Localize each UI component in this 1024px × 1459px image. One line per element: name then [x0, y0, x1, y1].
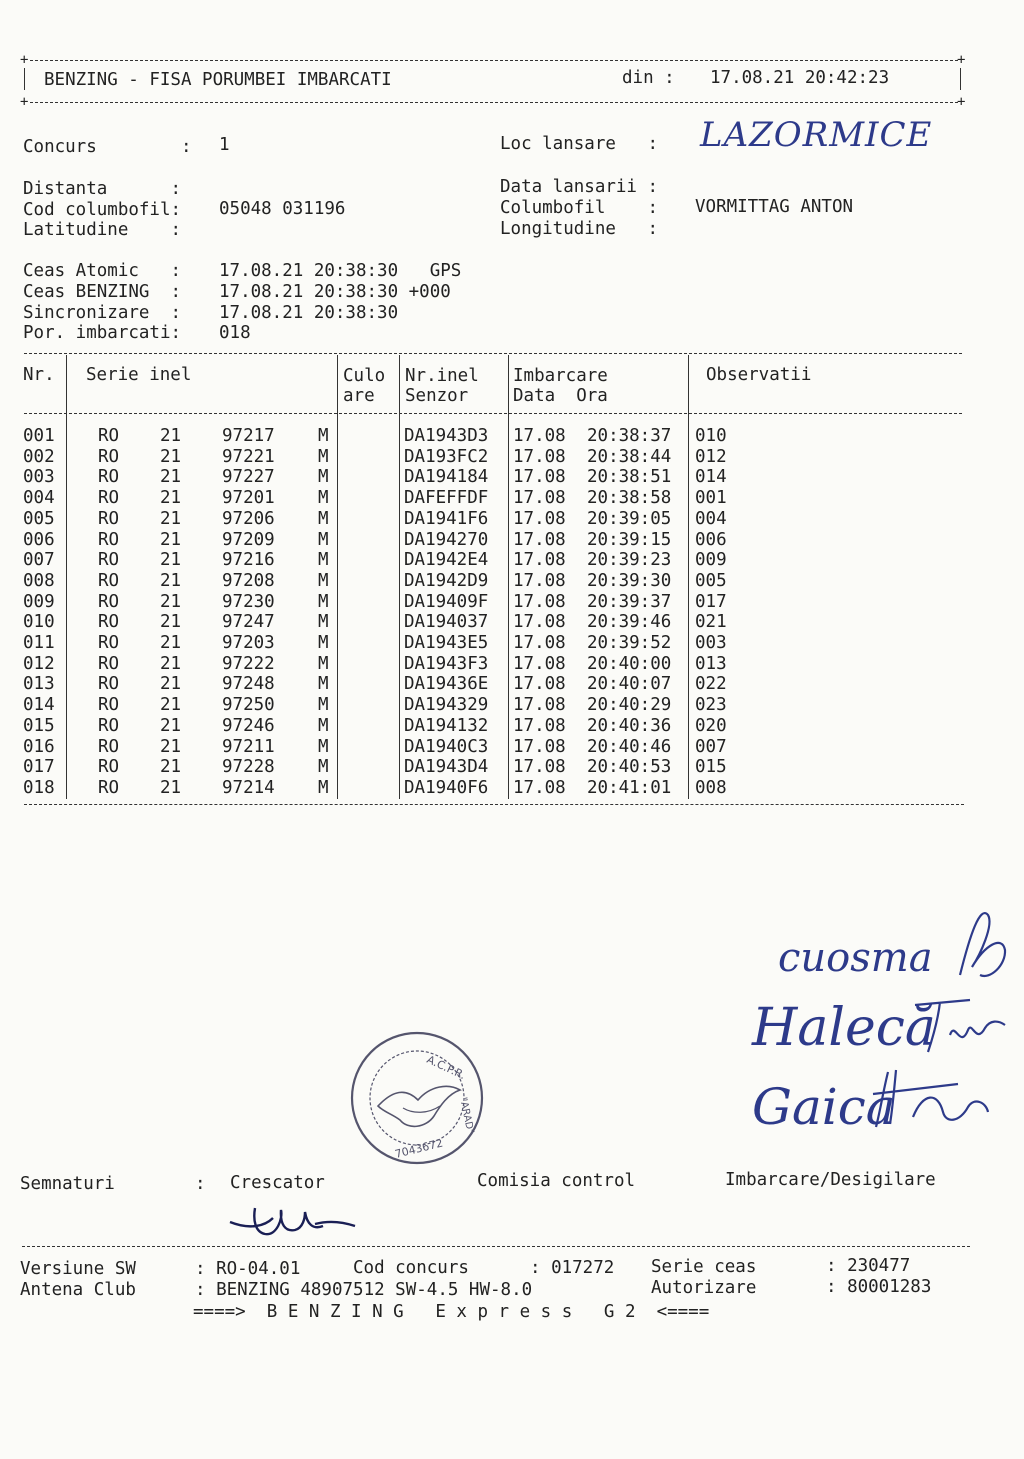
- svg-text:"ARAD": "ARAD": [457, 1096, 476, 1135]
- row-time: 20:38:51: [587, 467, 672, 488]
- row-country: RO: [98, 570, 120, 591]
- row-time: 20:38:44: [587, 446, 672, 467]
- ceas-benzing-value: 17.08.21 20:38:30 +000: [219, 282, 451, 302]
- row-year: 21: [160, 695, 182, 716]
- row-date: 17.08: [513, 777, 566, 798]
- row-sensor: DA1940C3: [404, 736, 489, 757]
- row-observation: 017: [695, 591, 727, 612]
- row-ring-number: 97247: [222, 612, 275, 633]
- col-header-nr: Nr.: [23, 365, 55, 385]
- row-ring-number: 97250: [222, 695, 275, 716]
- row-nr: 016: [23, 736, 55, 757]
- table-row: [0, 715, 1000, 738]
- row-country: RO: [98, 757, 120, 778]
- table-row: [0, 697, 1000, 717]
- cod-columbofil-label: Cod columbofil:: [23, 200, 182, 220]
- signature-scribble: [950, 905, 1010, 985]
- row-country: RO: [98, 736, 120, 757]
- row-country: RO: [98, 426, 120, 446]
- row-year: 21: [160, 633, 182, 653]
- row-nr: 013: [23, 674, 55, 695]
- ceas-atomic-label: Ceas Atomic :: [23, 261, 182, 281]
- row-sex: M: [318, 467, 329, 488]
- row-nr: 002: [23, 446, 55, 467]
- row-year: 21: [160, 736, 182, 757]
- loc-lansare-handwritten: LAZORMICE: [700, 115, 933, 155]
- signature-crescator-label: Crescator: [230, 1173, 325, 1193]
- row-date: 17.08: [513, 612, 566, 633]
- row-sex: M: [318, 426, 329, 446]
- row-year: 21: [160, 550, 182, 571]
- footer-rule: [22, 1246, 970, 1247]
- row-date: 17.08: [513, 757, 566, 778]
- signature-scribble: [910, 990, 1010, 1060]
- cod-concurs-label: Cod concurs: [353, 1258, 469, 1278]
- autorizare-value: : 80001283: [826, 1277, 932, 1297]
- row-year: 21: [160, 777, 182, 798]
- row-observation: 015: [695, 757, 727, 778]
- cod-concurs-value: : 017272: [530, 1258, 615, 1278]
- row-year: 21: [160, 757, 182, 778]
- row-observation: 009: [695, 550, 727, 571]
- row-time: 20:40:36: [587, 715, 672, 736]
- row-ring-number: 97230: [222, 591, 275, 612]
- row-nr: 006: [23, 529, 55, 550]
- por-imbarcati-label: Por. imbarcati:: [23, 323, 182, 343]
- row-date: 17.08: [513, 529, 566, 550]
- col-header-senzor: Senzor: [405, 386, 469, 406]
- handwritten-note-line-3: Gaica: [752, 1078, 896, 1136]
- row-ring-number: 97221: [222, 446, 275, 467]
- row-sensor: DA19436E: [404, 674, 489, 695]
- row-observation: 010: [695, 426, 727, 446]
- row-sensor: DA1943D3: [404, 426, 489, 446]
- distanta-label: Distanta :: [23, 179, 182, 199]
- row-sensor: DA193FC2: [404, 446, 489, 467]
- row-observation: 008: [695, 777, 727, 798]
- row-year: 21: [160, 612, 182, 633]
- row-sex: M: [318, 653, 329, 674]
- row-ring-number: 97222: [222, 653, 275, 674]
- row-nr: 012: [23, 653, 55, 674]
- row-nr: 009: [23, 591, 55, 612]
- row-sensor: DA1941F6: [404, 508, 489, 529]
- row-time: 20:40:00: [587, 653, 672, 674]
- ceas-atomic-value: 17.08.21 20:38:30 GPS: [219, 261, 462, 281]
- row-time: 20:40:53: [587, 757, 672, 778]
- row-nr: 017: [23, 757, 55, 778]
- table-header-rule: [24, 413, 962, 414]
- row-sensor: DA194184: [404, 467, 489, 488]
- columbofil-label: Columbofil :: [500, 198, 659, 218]
- row-nr: 015: [23, 715, 55, 736]
- row-sex: M: [318, 591, 329, 612]
- table-row: [0, 428, 1000, 448]
- row-year: 21: [160, 715, 182, 736]
- row-sex: M: [318, 777, 329, 798]
- row-ring-number: 97248: [222, 674, 275, 695]
- row-year: 21: [160, 653, 182, 674]
- col-header-culoare: Culo: [343, 366, 386, 386]
- row-year: 21: [160, 508, 182, 529]
- row-ring-number: 97246: [222, 715, 275, 736]
- col-header-data-ora: Data Ora: [513, 386, 608, 406]
- row-year: 21: [160, 591, 182, 612]
- sincronizare-value: 17.08.21 20:38:30: [219, 303, 399, 323]
- table-bottom-rule: [24, 804, 964, 805]
- row-time: 20:39:05: [587, 508, 672, 529]
- row-country: RO: [98, 550, 120, 571]
- table-row: [0, 777, 1000, 800]
- corner-mark: +: [20, 52, 29, 68]
- row-ring-number: 97217: [222, 426, 275, 446]
- data-lansarii-label: Data lansarii :: [500, 177, 659, 197]
- row-date: 17.08: [513, 467, 566, 488]
- col-header-observatii: Observatii: [706, 365, 812, 385]
- row-sensor: DA1942E4: [404, 550, 489, 571]
- row-nr: 001: [23, 426, 55, 446]
- col-header-imbarcare: Imbarcare: [513, 366, 608, 386]
- row-sex: M: [318, 446, 329, 467]
- benzing-banner: ====> B E N Z I N G E x p r e s s G 2 <====: [193, 1302, 710, 1322]
- row-sensor: DA1943E5: [404, 633, 489, 653]
- row-time: 20:39:52: [587, 633, 672, 653]
- concurs-label: Concurs :: [23, 137, 192, 157]
- row-year: 21: [160, 674, 182, 695]
- row-date: 17.08: [513, 674, 566, 695]
- table-row: [0, 591, 1000, 614]
- row-nr: 011: [23, 633, 55, 653]
- header-top-rule: [30, 60, 958, 61]
- row-sex: M: [318, 715, 329, 736]
- row-sensor: DA1940F6: [404, 777, 489, 798]
- row-observation: 022: [695, 674, 727, 695]
- cod-columbofil-value: 05048 031196: [219, 199, 346, 219]
- row-date: 17.08: [513, 715, 566, 736]
- row-sex: M: [318, 612, 329, 633]
- row-year: 21: [160, 446, 182, 467]
- row-date: 17.08: [513, 570, 566, 591]
- handwritten-note-line-2: Halecă: [752, 998, 936, 1058]
- row-date: 17.08: [513, 591, 566, 612]
- row-ring-number: 97201: [222, 488, 275, 509]
- row-country: RO: [98, 674, 120, 695]
- row-date: 17.08: [513, 550, 566, 571]
- row-year: 21: [160, 488, 182, 509]
- row-sensor: DA194270: [404, 529, 489, 550]
- table-row: [0, 736, 1000, 759]
- row-year: 21: [160, 570, 182, 591]
- row-observation: 023: [695, 695, 727, 716]
- corner-mark: +: [957, 94, 966, 110]
- signatures-label: Semnaturi: [20, 1174, 115, 1194]
- row-ring-number: 97216: [222, 550, 275, 571]
- print-timestamp: 17.08.21 20:42:23: [710, 68, 890, 88]
- table-row: [0, 508, 1000, 531]
- header-right-border: [960, 68, 961, 90]
- signature-comisia-label: Comisia control: [477, 1171, 636, 1191]
- row-time: 20:39:23: [587, 550, 672, 571]
- row-sex: M: [318, 529, 329, 550]
- header-bottom-rule: [30, 102, 958, 103]
- row-observation: 006: [695, 529, 727, 550]
- row-ring-number: 97206: [222, 508, 275, 529]
- row-date: 17.08: [513, 488, 566, 509]
- row-sensor: DA1943F3: [404, 653, 489, 674]
- row-date: 17.08: [513, 695, 566, 716]
- signature-scribble: [868, 1062, 998, 1132]
- row-sex: M: [318, 674, 329, 695]
- row-time: 20:39:30: [587, 570, 672, 591]
- signature-imbarcare-label: Imbarcare/Desigilare: [725, 1170, 936, 1190]
- table-row: [0, 552, 1000, 572]
- table-row: [0, 614, 1000, 634]
- row-date: 17.08: [513, 653, 566, 674]
- table-row: [0, 635, 1000, 655]
- row-observation: 004: [695, 508, 727, 529]
- row-sensor: DA194037: [404, 612, 489, 633]
- row-ring-number: 97211: [222, 736, 275, 757]
- handwritten-note-line-1: cuosma: [778, 935, 933, 981]
- row-country: RO: [98, 695, 120, 716]
- row-nr: 014: [23, 695, 55, 716]
- row-sex: M: [318, 488, 329, 509]
- row-year: 21: [160, 529, 182, 550]
- row-nr: 010: [23, 612, 55, 633]
- row-sensor: DAFEFFDF: [404, 488, 489, 509]
- breeder-signature: [225, 1200, 365, 1245]
- versiune-value: : RO-04.01: [195, 1259, 301, 1279]
- document-title: BENZING - FISA PORUMBEI IMBARCATI: [44, 70, 392, 90]
- svg-text:A.C.P.R.: A.C.P.R.: [424, 1052, 468, 1083]
- row-sensor: DA194329: [404, 695, 489, 716]
- row-observation: 013: [695, 653, 727, 674]
- row-ring-number: 97214: [222, 777, 275, 798]
- row-nr: 003: [23, 467, 55, 488]
- row-country: RO: [98, 508, 120, 529]
- row-sensor: DA1942D9: [404, 570, 489, 591]
- row-sex: M: [318, 508, 329, 529]
- row-sensor: DA19409F: [404, 591, 489, 612]
- table-row: [0, 469, 1000, 489]
- table-row: [0, 759, 1000, 779]
- col-header-nr-inel: Nr.inel: [405, 366, 479, 386]
- row-observation: 005: [695, 570, 727, 591]
- row-time: 20:41:01: [587, 777, 672, 798]
- table-row: [0, 529, 1000, 552]
- sincronizare-label: Sincronizare :: [23, 303, 182, 323]
- row-observation: 021: [695, 612, 727, 633]
- row-observation: 014: [695, 467, 727, 488]
- row-time: 20:38:37: [587, 426, 672, 446]
- row-year: 21: [160, 426, 182, 446]
- row-observation: 003: [695, 633, 727, 653]
- table-row: [0, 653, 1000, 676]
- row-ring-number: 97203: [222, 633, 275, 653]
- por-imbarcati-value: 018: [219, 323, 251, 343]
- row-country: RO: [98, 715, 120, 736]
- row-observation: 001: [695, 488, 727, 509]
- row-date: 17.08: [513, 446, 566, 467]
- row-time: 20:39:15: [587, 529, 672, 550]
- row-time: 20:39:46: [587, 612, 672, 633]
- antena-value: : BENZING 48907512 SW-4.5 HW-8.0: [195, 1280, 533, 1300]
- row-time: 20:39:37: [587, 591, 672, 612]
- row-sex: M: [318, 757, 329, 778]
- row-country: RO: [98, 612, 120, 633]
- table-row: [0, 446, 1000, 469]
- row-time: 20:40:29: [587, 695, 672, 716]
- header-left-border: [24, 68, 25, 90]
- row-ring-number: 97209: [222, 529, 275, 550]
- row-date: 17.08: [513, 426, 566, 446]
- row-country: RO: [98, 446, 120, 467]
- concurs-value: 1: [219, 135, 230, 155]
- club-stamp: [348, 1028, 486, 1168]
- serie-ceas-label: Serie ceas: [651, 1257, 757, 1277]
- columbofil-value: VORMITTAG ANTON: [695, 197, 854, 217]
- autorizare-label: Autorizare: [651, 1278, 757, 1298]
- row-sex: M: [318, 550, 329, 571]
- row-nr: 008: [23, 570, 55, 591]
- loc-lansare-label: Loc lansare :: [500, 134, 659, 154]
- row-country: RO: [98, 777, 120, 798]
- table-row: [0, 676, 1000, 696]
- corner-mark: +: [20, 94, 29, 110]
- row-observation: 020: [695, 715, 727, 736]
- row-nr: 005: [23, 508, 55, 529]
- antena-label: Antena Club: [20, 1280, 136, 1300]
- table-row: [0, 570, 1000, 593]
- table-top-rule: [24, 353, 962, 354]
- corner-mark: +: [957, 52, 966, 68]
- row-nr: 004: [23, 488, 55, 509]
- row-ring-number: 97208: [222, 570, 275, 591]
- row-country: RO: [98, 653, 120, 674]
- row-country: RO: [98, 488, 120, 509]
- row-sex: M: [318, 695, 329, 716]
- versiune-label: Versiune SW: [20, 1259, 136, 1279]
- latitudine-label: Latitudine :: [23, 220, 182, 240]
- row-observation: 012: [695, 446, 727, 467]
- stamp-seal-icon: [348, 1028, 486, 1168]
- row-sensor: DA1943D4: [404, 757, 489, 778]
- row-nr: 018: [23, 777, 55, 798]
- row-time: 20:38:58: [587, 488, 672, 509]
- table-row: [0, 490, 1000, 510]
- row-date: 17.08: [513, 633, 566, 653]
- row-sex: M: [318, 633, 329, 653]
- col-header-culoare-2: are: [343, 386, 375, 406]
- col-header-serie: Serie inel: [86, 365, 192, 385]
- row-date: 17.08: [513, 736, 566, 757]
- row-sex: M: [318, 736, 329, 757]
- row-country: RO: [98, 633, 120, 653]
- row-date: 17.08: [513, 508, 566, 529]
- row-ring-number: 97227: [222, 467, 275, 488]
- signatures-colon: :: [195, 1174, 206, 1194]
- row-observation: 007: [695, 736, 727, 757]
- svg-text:7043672: 7043672: [393, 1136, 445, 1161]
- row-sensor: DA194132: [404, 715, 489, 736]
- row-country: RO: [98, 467, 120, 488]
- row-time: 20:40:46: [587, 736, 672, 757]
- serie-ceas-value: : 230477: [826, 1256, 911, 1276]
- row-ring-number: 97228: [222, 757, 275, 778]
- row-time: 20:40:07: [587, 674, 672, 695]
- longitudine-label: Longitudine :: [500, 219, 659, 239]
- row-sex: M: [318, 570, 329, 591]
- row-year: 21: [160, 467, 182, 488]
- ceas-benzing-label: Ceas BENZING :: [23, 282, 182, 302]
- row-country: RO: [98, 591, 120, 612]
- row-country: RO: [98, 529, 120, 550]
- row-nr: 007: [23, 550, 55, 571]
- date-label: din :: [622, 68, 675, 88]
